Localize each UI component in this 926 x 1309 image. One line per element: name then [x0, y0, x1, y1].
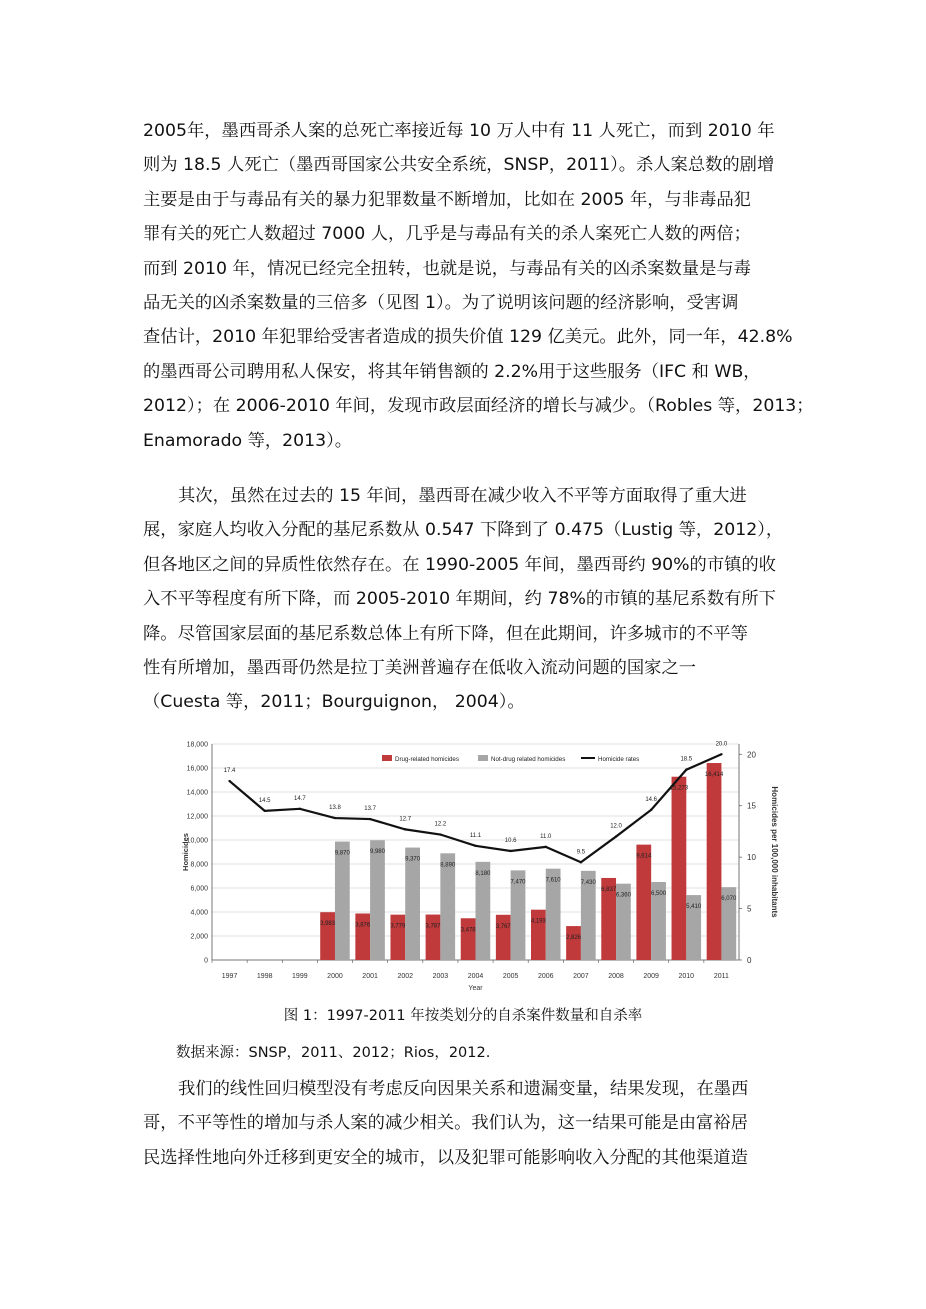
chart-legend [382, 755, 639, 763]
drug-bar-label: 4,193 [530, 918, 546, 925]
text-line: （Cuesta 等，2011；Bourguignon， 2004）。 [143, 692, 525, 713]
homicide-rate-label: 12.7 [399, 816, 412, 823]
not-drug-bar-label: 8,890 [440, 862, 456, 869]
text-line: 主要是由于与毒品有关的暴力犯罪数量不断增加，比如在 2005 年，与非毒品犯 [143, 189, 751, 210]
y2-tick-label: 5 [747, 904, 752, 914]
y2-tick-label: 10 [747, 853, 756, 863]
homicide-rate-point [685, 769, 687, 771]
legend-label-drug: Drug-related homicides [395, 756, 459, 763]
homicide-rate-label: 12.2 [434, 821, 447, 828]
legend-label-rate: Homicide rates [598, 756, 640, 763]
not-drug-bar [370, 840, 385, 960]
drug-bar-label: 3,876 [355, 922, 371, 929]
not-drug-bar-label: 7,430 [580, 879, 596, 886]
y-tick-label: 2,000 [190, 933, 208, 941]
not-drug-bar-label: 7,610 [545, 877, 561, 884]
x-tick-label: 2011 [713, 973, 729, 980]
not-drug-bar [440, 853, 455, 960]
drug-bar [636, 845, 651, 960]
text-line: 入不平等程度有所下降，而 2005-2010 年期间，约 78%的市镇的基尼系数有所下 [143, 589, 776, 610]
drug-bar [669, 777, 689, 960]
homicide-rate-label: 10.6 [504, 837, 517, 844]
y-tick-label: 12,000 [186, 813, 208, 821]
homicide-rate-label: 12.0 [610, 823, 622, 830]
text-line: 性有所增加，墨西哥仍然是拉丁美洲普遍存在低收入流动问题的国家之一 [143, 658, 697, 679]
homicide-rate-label: 11.0 [540, 833, 552, 840]
x-tick-label: 2005 [502, 973, 519, 980]
drug-bar-label: 16,414 [704, 772, 724, 779]
homicide-rate-point [545, 846, 547, 848]
drug-bar-label: 3,478 [460, 927, 476, 934]
homicide-rate-point [580, 861, 582, 863]
drug-bar-label: 3,779 [390, 923, 406, 930]
paragraph-2 [143, 479, 788, 720]
text-line: 的墨西哥公司聘用私人保安，将其年销售额的 2.2%用于这些服务（IFC 和 WB， [143, 361, 761, 382]
x-tick-label: 1999 [292, 973, 308, 980]
not-drug-bar-label: 5,410 [686, 904, 702, 911]
homicide-rate-point [404, 828, 406, 830]
paragraph-1 [143, 114, 814, 458]
drug-bar [704, 763, 724, 960]
not-drug-bar-label: 9,980 [369, 849, 385, 856]
x-tick-label: 2009 [643, 973, 659, 980]
figure-caption: 图 1：1997-2011 年按类划分的自杀案件数量和自杀率 [283, 1008, 643, 1024]
homicide-rate-label: 9.5 [576, 849, 586, 856]
y2-axis-title: Homicides per 100,000 inhabitants [770, 786, 779, 918]
not-drug-bar [405, 848, 420, 960]
x-tick-label: 2001 [362, 973, 378, 980]
drug-bar-label: 6,837 [601, 886, 617, 893]
drug-bar [496, 915, 511, 960]
y-tick-label: 14,000 [186, 789, 208, 797]
homicide-rate-point [439, 833, 441, 835]
homicide-rate-point [650, 809, 652, 811]
x-tick-label: 2010 [678, 973, 695, 980]
y-axis-title: Homicides [181, 833, 190, 871]
text-line: 其次，虽然在过去的 15 年间，墨西哥在减少收入不平等方面取得了重大进 [178, 486, 747, 506]
drug-bar [566, 926, 581, 960]
drug-bar-label: 3,787 [425, 923, 441, 930]
text-line: 品无关的凶杀案数量的三倍多（见图 1）。为了说明该问题的经济影响，受害调 [143, 293, 739, 314]
y-tick-label: 8,000 [190, 861, 208, 869]
y2-tick-label: 0 [747, 956, 752, 965]
y-tick-label: 4,000 [190, 909, 208, 917]
homicide-rate-label: 18.5 [680, 756, 693, 763]
drug-bar [461, 918, 476, 960]
text-line: 民选择性地向外迁移到更安全的城市，以及犯罪可能影响收入分配的其他渠道造 [143, 1147, 748, 1168]
not-drug-bar [335, 842, 350, 960]
x-tick-label: 2002 [397, 973, 414, 980]
homicide-rate-label: 17.4 [223, 768, 236, 775]
text-line: 我们的线性回归模型没有考虑反向因果关系和遗漏变量，结果发现，在墨西 [178, 1079, 749, 1099]
homicide-rate-point [369, 818, 371, 820]
y-tick-label: 16,000 [186, 765, 208, 773]
paragraph-3 [143, 1072, 788, 1175]
not-drug-bar-label: 9,870 [334, 850, 350, 857]
x-tick-label: 2008 [608, 973, 624, 980]
drug-bar [426, 915, 441, 960]
y-tick-label: 0 [204, 957, 208, 965]
homicide-chart [176, 732, 780, 1000]
homicide-rate-point [474, 845, 476, 847]
homicide-rate-point [299, 808, 301, 810]
homicide-rate-point [334, 817, 336, 819]
drug-bar-label: 15,273 [669, 785, 689, 792]
drug-bar [355, 913, 370, 960]
homicide-rate-label: 11.1 [469, 832, 482, 839]
text-line: 但各地区之间的异质性依然存在。在 1990-2005 年间，墨西哥约 90%的市镇的收 [143, 554, 776, 575]
homicide-rate-label: 14.7 [293, 795, 306, 802]
drug-bar [320, 912, 335, 960]
text-line: Enamorado 等，2013）。 [143, 430, 353, 451]
drug-bar-label: 3,983 [320, 921, 336, 928]
text-line: 降。尽管国家层面的基尼系数总体上有所下降，但在此期间，许多城市的不平等 [143, 623, 748, 644]
text-line: 罪有关的死亡人数超过 7000 人，几乎是与毒品有关的杀人案死亡人数的两倍； [143, 224, 751, 245]
x-tick-label: 1998 [256, 973, 273, 980]
homicide-rate-point [615, 835, 617, 837]
homicide-rate-label: 20.0 [715, 741, 728, 748]
homicide-rate-point [264, 810, 266, 812]
legend-label-not-drug: Not-drug related homicides [491, 756, 566, 763]
text-line: 则为 18.5 人死亡（墨西哥国家公共安全系统，SNSP，2011）。杀人案总数的剧增 [143, 155, 775, 176]
y2-tick-label: 15 [747, 801, 756, 811]
homicide-rate-point [720, 753, 722, 755]
drug-bar-label: 3,767 [495, 923, 511, 930]
drug-bar [531, 910, 546, 960]
x-tick-label: 2003 [432, 973, 449, 980]
not-drug-bar-label: 8,180 [475, 870, 491, 877]
homicide-rate-label: 13.7 [364, 806, 376, 813]
not-drug-bar-label: 6,070 [721, 896, 737, 903]
text-line: 而到 2010 年，情况已经完全扭转，也就是说，与毒品有关的凶杀案数量是与毒 [143, 258, 751, 279]
not-drug-bar-label: 9,370 [405, 856, 421, 863]
x-axis-title: Year [468, 985, 483, 992]
y-tick-label: 18,000 [186, 741, 208, 749]
x-tick-label: 2004 [467, 973, 484, 980]
not-drug-bar-label: 6,500 [651, 891, 667, 897]
x-tick-label: 2000 [327, 973, 343, 980]
homicide-rate-point [509, 850, 511, 852]
legend-swatch-drug [382, 755, 392, 761]
data-source-note: 数据来源：SNSP，2011、2012；Rios，2012. [176, 1045, 491, 1061]
y2-tick-label: 20 [747, 750, 756, 760]
chart-bars [320, 763, 736, 960]
homicide-rate-label: 14.5 [258, 797, 271, 804]
text-line: 哥，不平等性的增加与杀人案的减少相关。我们认为，这一结果可能是由富裕居 [143, 1113, 748, 1134]
text-line: 查估计，2010 年犯罪给受害者造成的损失价值 129 亿美元。此外，同一年，42.8% [143, 327, 793, 348]
not-drug-bar-label: 7,470 [510, 879, 526, 886]
legend-swatch-not-drug [478, 755, 488, 761]
homicide-rate-label: 14.6 [645, 796, 658, 803]
homicide-rate-point [228, 780, 230, 782]
y-tick-label: 10,000 [186, 837, 208, 845]
text-line: 2005年，墨西哥杀人案的总死亡率接近每 10 万人中有 11 人死亡，而到 2010 年 [143, 121, 775, 141]
drug-bar [390, 915, 405, 960]
text-line: 2012）；在 2006-2010 年间，发现市政层面经济的增长与减少。（Robles 等，2013； [143, 396, 814, 417]
x-tick-label: 1997 [221, 973, 238, 980]
x-tick-label: 2006 [537, 973, 554, 980]
text-line: 展，家庭人均收入分配的基尼系数从 0.547 下降到了 0.475（Lustig 等，2012）， [143, 520, 784, 541]
drug-bar-label: 2,826 [566, 935, 582, 942]
homicide-rate-label: 13.8 [329, 805, 341, 812]
y-tick-label: 6,000 [190, 885, 208, 893]
not-drug-bar-label: 6,360 [615, 892, 631, 899]
x-tick-label: 2007 [573, 973, 589, 980]
drug-bar-label: 9,614 [636, 853, 652, 860]
